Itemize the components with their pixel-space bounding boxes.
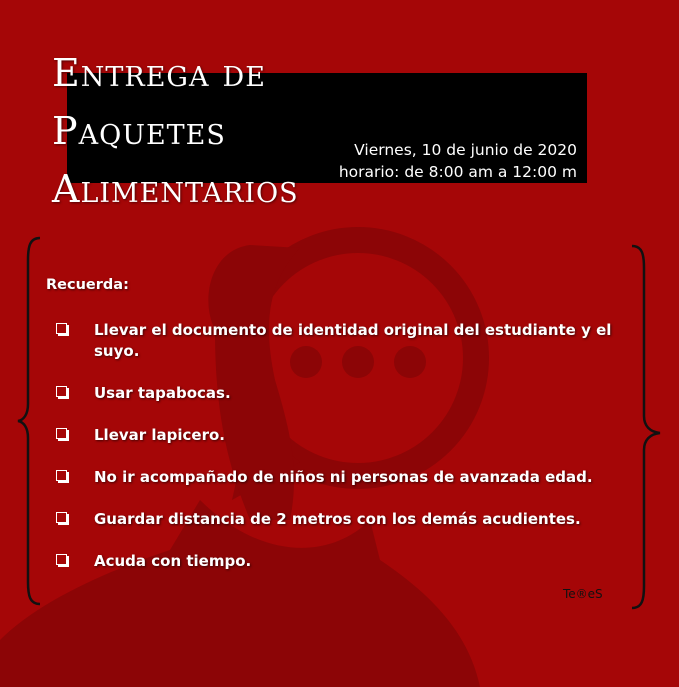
list-item-text: Llevar el documento de identidad original del estudiante y el suyo. [94, 321, 612, 360]
title-line-3: Alimentarios [52, 167, 299, 211]
list-item [52, 425, 632, 446]
list-item-text: No ir acompañado de niños ni personas de avanzada edad. [94, 468, 593, 486]
right-brace-icon [628, 244, 664, 610]
event-schedule: horario: de 8:00 am a 12:00 m [338, 163, 577, 181]
author-credit: Te®eS [563, 587, 603, 601]
list-item-text: Usar tapabocas. [94, 384, 231, 402]
checkbox-bullet-icon [56, 554, 67, 565]
list-item-text: Guardar distancia de 2 metros con los demás acudientes. [94, 510, 581, 528]
list-item [52, 509, 632, 530]
left-brace-icon [14, 236, 44, 606]
list-item [52, 383, 632, 404]
page-title [52, 44, 299, 218]
reminder-list [52, 320, 632, 593]
list-item-text: Acuda con tiempo. [94, 552, 252, 570]
checkbox-bullet-icon [56, 470, 67, 481]
checkbox-bullet-icon [56, 323, 67, 334]
title-line-1: Entrega de [52, 51, 266, 95]
event-date-block [339, 139, 577, 183]
event-date: Viernes, 10 de junio de 2020 [354, 141, 577, 159]
checkbox-bullet-icon [56, 428, 67, 439]
reminder-heading: Recuerda: [46, 277, 129, 293]
checkbox-bullet-icon [56, 512, 67, 523]
list-item [52, 467, 632, 488]
list-item-text: Llevar lapicero. [94, 426, 226, 444]
list-item [52, 551, 632, 572]
checkbox-bullet-icon [56, 386, 67, 397]
title-line-2: Paquetes [52, 109, 226, 153]
list-item [52, 320, 632, 362]
